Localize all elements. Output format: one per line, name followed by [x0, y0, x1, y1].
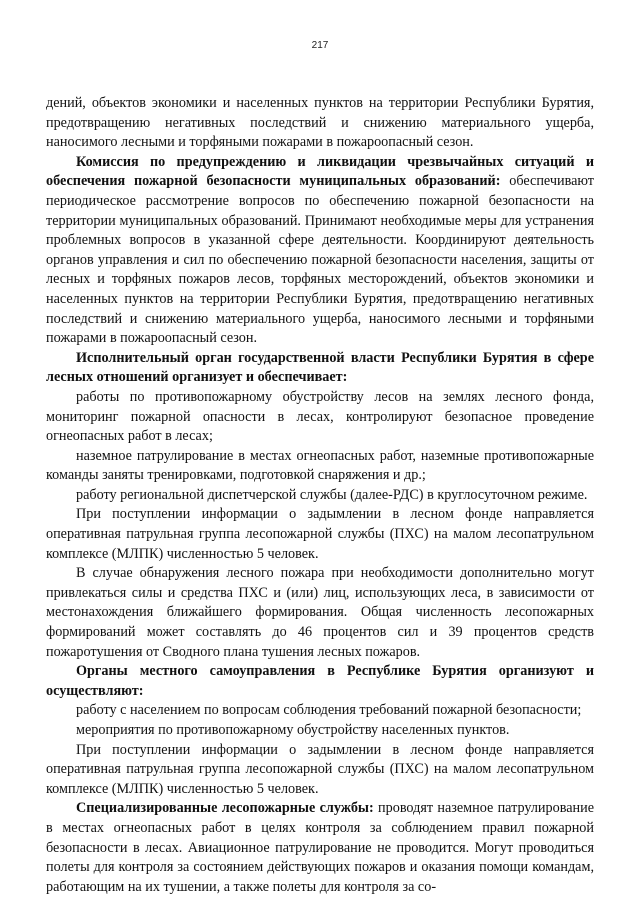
paragraph-text: работу с населением по вопросам соблюдения требований пожарной безопасности;	[76, 702, 582, 719]
paragraph	[46, 662, 594, 701]
paragraph-text: При поступлении информации о задымлении в лесном фонде направляется оперативная патрульная группа лесопожарной службы (ПХС) на малом лесопатрульном комплексе (МЛПК) численностью 5 человек.	[46, 741, 594, 797]
paragraph	[46, 153, 594, 349]
page-number: 217	[311, 40, 329, 51]
paragraph	[46, 564, 594, 662]
paragraph-text: мероприятия по противопожарному обустройству населенных пунктов.	[76, 722, 510, 738]
paragraph-text: проводят наземное патрулирование в местах огнеопасных работ в целях контроля за соблюдением правил пожарной безопасности в лесах. Авиационное патрулирование не проводится. Могут проводиться полеты для контроля за состоянием действующих пожаров и оказания помощи командам, работающим на их тушении, а также полеты для контроля за со-	[46, 800, 595, 895]
paragraph	[46, 349, 594, 388]
paragraph-text: При поступлении информации о задымлении в лесном фонде направляется оперативная патрульная группа лесопожарной службы (ПХС) на малом лесопатрульном комплексе (МЛПК) численностью 5 человек.	[46, 506, 594, 562]
paragraph-text: наземное патрулирование в местах огнеопасных работ, наземные противопожарные команды заняты тренировками, подготовкой снаряжения и др.;	[46, 447, 594, 484]
paragraph	[46, 799, 594, 897]
paragraph-bold-heading: Органы местного самоуправления в Республике Бурятия организуют и осуществляют:	[46, 663, 594, 699]
paragraph	[46, 486, 594, 506]
paragraph-text: дений, объектов экономики и населенных пунктов на территории Республики Бурятия, предотвращению негативных последствий и снижению материального ущерба, наносимого лесными и торфяными пожарами в пожароопасный сезон.	[46, 95, 594, 151]
paragraph	[46, 505, 594, 564]
paragraph	[46, 721, 594, 741]
paragraph-text: обеспечивают периодическое рассмотрение вопросов по обеспечению пожарной безопасности на территории муниципальных образований. Принимают необходимые меры для устранения проблемных вопросов в указанной сфере деятельности. Координируют деятельность органов управления и сил по обеспечению пожарной безопасности населения, защиты от лесных и торфяных пожаров лесов, торфяных месторождений, объектов экономики и населенных пунктов на территории Республики Бурятия, предотвращению негативных последствий и снижению материального ущерба, наносимого лесными и торфяными пожарами в пожароопасный сезон.	[46, 173, 594, 347]
paragraph-text: В случае обнаружения лесного пожара при необходимости дополнительно могут привлекаться силы и средства ПХС и (или) лиц, использующих леса, в зависимости от местонахождения ближайшего формирования. Общая численность лесопожарных формирований может составлять до 46 процентов сил и 39 процентов средств пожаротушения от Сводного плана тушения лесных пожаров.	[46, 565, 594, 660]
page-body-text	[46, 94, 594, 897]
paragraph	[46, 701, 594, 721]
paragraph-text: работы по противопожарному обустройству лесов на землях лесного фонда, мониторинг пожарной опасности в лесах, контролируют безопасное проведение огнеопасных работ в лесах;	[46, 388, 594, 445]
paragraph-text: работу региональной диспетчерской службы (далее-РДС) в круглосуточном режиме.	[76, 486, 588, 503]
paragraph-bold-heading: Исполнительный орган государственной власти Республики Бурятия в сфере лесных отношений организует и обеспечивает:	[46, 349, 594, 386]
paragraph-bold-heading: Комиссия по предупреждению и ликвидации чрезвычайных ситуаций и обеспечения пожарной безопасности муниципальных образований:	[46, 153, 594, 190]
paragraph	[46, 388, 594, 447]
paragraph	[46, 741, 594, 800]
paragraph	[46, 94, 594, 153]
paragraph	[46, 447, 594, 486]
paragraph-bold-heading: Специализированные лесопожарные службы:	[76, 800, 374, 817]
